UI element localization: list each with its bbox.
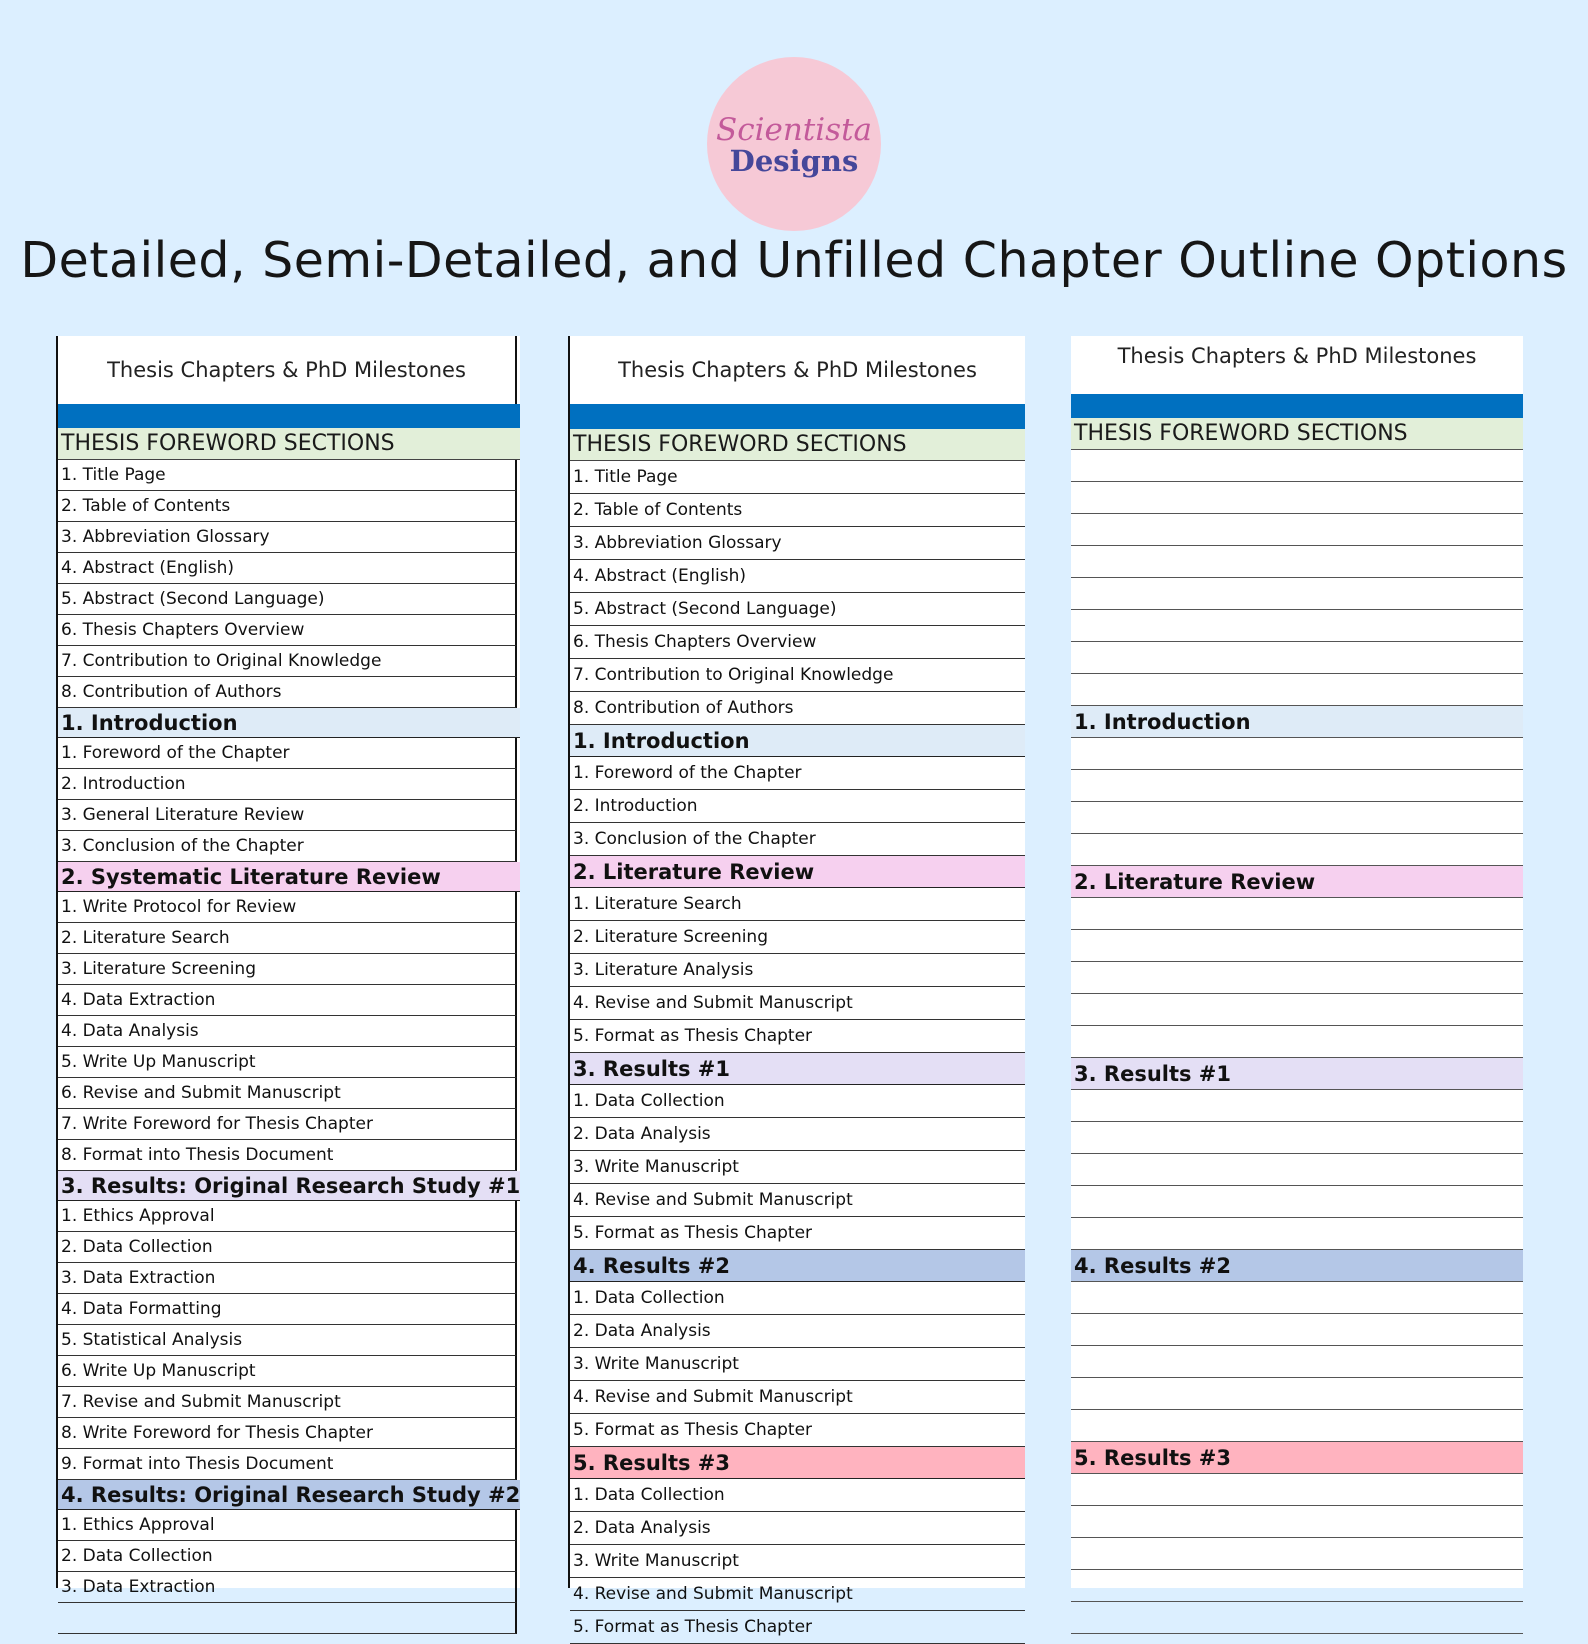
outline-row <box>1071 642 1523 674</box>
outline-row: 5. Statistical Analysis <box>58 1325 517 1356</box>
outline-row <box>1071 546 1523 578</box>
chapter-header-row: 4. Results: Original Research Study #2 <box>58 1480 520 1510</box>
outline-row <box>1071 1154 1523 1186</box>
outline-row <box>1071 994 1523 1026</box>
outline-row <box>1071 1026 1523 1058</box>
outline-row: 3. Data Extraction <box>58 1572 517 1603</box>
outline-row <box>1071 1570 1523 1602</box>
outline-row <box>1071 1410 1523 1442</box>
outline-row: 3. Conclusion of the Chapter <box>58 831 517 862</box>
outline-row: 8. Contribution of Authors <box>570 692 1025 725</box>
outline-row: 3. Write Manuscript <box>570 1348 1025 1381</box>
outline-row <box>1071 738 1523 770</box>
outline-row <box>1071 1378 1523 1410</box>
outline-row: 2. Data Collection <box>58 1541 517 1572</box>
outline-row: 5. Format as Thesis Chapter <box>570 1611 1025 1644</box>
outline-row <box>1071 1474 1523 1506</box>
outline-row: 8. Write Foreword for Thesis Chapter <box>58 1418 517 1449</box>
chapter-header-row: 4. Results #2 <box>1071 1250 1523 1282</box>
outline-row <box>1071 962 1523 994</box>
outline-row: 6. Thesis Chapters Overview <box>58 615 517 646</box>
outline-row: 4. Abstract (English) <box>58 553 517 584</box>
outline-row: 4. Revise and Submit Manuscript <box>570 1184 1025 1217</box>
chapter-header-row: 1. Introduction <box>570 725 1025 757</box>
outline-row: 5. Format as Thesis Chapter <box>570 1414 1025 1447</box>
outline-row: 2. Introduction <box>570 790 1025 823</box>
outline-row: 4. Data Extraction <box>58 985 517 1016</box>
outline-row <box>1071 1538 1523 1570</box>
outline-row: 5. Write Up Manuscript <box>58 1047 517 1078</box>
outline-row: 8. Contribution of Authors <box>58 677 517 708</box>
outline-row: 7. Write Foreword for Thesis Chapter <box>58 1109 517 1140</box>
blue-header-bar <box>1071 394 1523 418</box>
chapter-header-row: 2. Literature Review <box>1071 866 1523 898</box>
outline-row <box>1071 1346 1523 1378</box>
outline-row: 4. Revise and Submit Manuscript <box>570 987 1025 1020</box>
chapter-header-row: 1. Introduction <box>58 708 520 738</box>
chapter-header-row: 5. Results #3 <box>570 1447 1025 1479</box>
outline-row <box>1071 834 1523 866</box>
outline-row: 2. Literature Screening <box>570 921 1025 954</box>
outline-row: 2. Literature Search <box>58 923 517 954</box>
outline-row: 3. Write Manuscript <box>570 1151 1025 1184</box>
outline-row: 3. Literature Analysis <box>570 954 1025 987</box>
outline-row: 7. Contribution to Original Knowledge <box>58 646 517 677</box>
outline-row: 8. Format into Thesis Document <box>58 1140 517 1171</box>
chapter-header-row: 1. Introduction <box>1071 706 1523 738</box>
outline-row: 2. Table of Contents <box>570 494 1025 527</box>
outline-rows <box>570 429 1025 1644</box>
outline-row: 4. Data Analysis <box>58 1016 517 1047</box>
outline-row: 6. Write Up Manuscript <box>58 1356 517 1387</box>
detailed-outline-panel <box>56 336 521 1597</box>
section-header-row: THESIS FOREWORD SECTIONS <box>1071 418 1523 450</box>
semi-detailed-outline-panel <box>568 336 1025 1637</box>
outline-row: 7. Contribution to Original Knowledge <box>570 659 1025 692</box>
outline-row: 3. Abbreviation Glossary <box>570 527 1025 560</box>
outline-row <box>58 1603 517 1634</box>
outline-row <box>1071 450 1523 482</box>
outline-row: 3. Write Manuscript <box>570 1545 1025 1578</box>
page-headline: Detailed, Semi-Detailed, and Unfilled Chapter Outline Options <box>20 232 1568 289</box>
outline-row: 4. Revise and Submit Manuscript <box>570 1578 1025 1611</box>
outline-rows <box>1071 418 1523 1634</box>
panel-title: Thesis Chapters & PhD Milestones <box>1117 344 1477 368</box>
outline-row <box>1071 1122 1523 1154</box>
blue-header-bar <box>58 404 520 428</box>
panel-title: Thesis Chapters & PhD Milestones <box>618 358 977 382</box>
outline-row: 1. Title Page <box>570 461 1025 494</box>
blue-header-bar <box>570 404 1025 429</box>
outline-row <box>1071 674 1523 706</box>
logo-script-text: Scientista <box>715 111 873 148</box>
outline-row: 2. Data Collection <box>58 1232 517 1263</box>
outline-row: 4. Abstract (English) <box>570 560 1025 593</box>
outline-row: 1. Data Collection <box>570 1282 1025 1315</box>
logo-brand-text: Designs <box>729 143 859 178</box>
brand-logo <box>707 57 881 231</box>
chapter-header-row: 3. Results #1 <box>570 1053 1025 1085</box>
outline-row: 2. Data Analysis <box>570 1118 1025 1151</box>
outline-row <box>1071 1186 1523 1218</box>
outline-row <box>1071 1602 1523 1634</box>
outline-row: 2. Table of Contents <box>58 491 517 522</box>
outline-row <box>1071 802 1523 834</box>
outline-row <box>1071 578 1523 610</box>
outline-row: 9. Format into Thesis Document <box>58 1449 517 1480</box>
section-header-row: THESIS FOREWORD SECTIONS <box>570 429 1025 461</box>
outline-row <box>1071 514 1523 546</box>
outline-row: 5. Format as Thesis Chapter <box>570 1020 1025 1053</box>
outline-row: 7. Revise and Submit Manuscript <box>58 1387 517 1418</box>
outline-row: 4. Revise and Submit Manuscript <box>570 1381 1025 1414</box>
outline-row: 5. Format as Thesis Chapter <box>570 1217 1025 1250</box>
outline-row <box>1071 1506 1523 1538</box>
outline-row: 1. Data Collection <box>570 1085 1025 1118</box>
outline-row: 1. Foreword of the Chapter <box>570 757 1025 790</box>
section-header-row: THESIS FOREWORD SECTIONS <box>58 428 520 460</box>
outline-row: 5. Abstract (Second Language) <box>570 593 1025 626</box>
panel-title: Thesis Chapters & PhD Milestones <box>58 336 517 404</box>
chapter-header-row: 3. Results #1 <box>1071 1058 1523 1090</box>
outline-row: 3. Literature Screening <box>58 954 517 985</box>
outline-row <box>1071 1090 1523 1122</box>
outline-row: 6. Thesis Chapters Overview <box>570 626 1025 659</box>
outline-rows <box>58 428 520 1634</box>
outline-row: 1. Data Collection <box>570 1479 1025 1512</box>
chapter-header-row: 3. Results: Original Research Study #1 <box>58 1171 520 1201</box>
outline-row: 2. Introduction <box>58 769 517 800</box>
outline-row: 3. Abbreviation Glossary <box>58 522 517 553</box>
outline-row <box>1071 1218 1523 1250</box>
outline-row: 3. Conclusion of the Chapter <box>570 823 1025 856</box>
chapter-header-row: 2. Systematic Literature Review <box>58 862 520 892</box>
outline-row: 1. Foreword of the Chapter <box>58 738 517 769</box>
outline-row: 1. Literature Search <box>570 888 1025 921</box>
outline-row: 3. Data Extraction <box>58 1263 517 1294</box>
chapter-header-row: 2. Literature Review <box>570 856 1025 888</box>
outline-row: 1. Write Protocol for Review <box>58 892 517 923</box>
unfilled-outline-panel <box>1071 336 1523 1588</box>
outline-row: 1. Ethics Approval <box>58 1201 517 1232</box>
outline-row <box>1071 770 1523 802</box>
outline-row <box>1071 482 1523 514</box>
outline-row: 1. Ethics Approval <box>58 1510 517 1541</box>
chapter-header-row: 4. Results #2 <box>570 1250 1025 1282</box>
outline-row: 5. Abstract (Second Language) <box>58 584 517 615</box>
outline-row: 6. Revise and Submit Manuscript <box>58 1078 517 1109</box>
chapter-header-row: 5. Results #3 <box>1071 1442 1523 1474</box>
outline-row <box>1071 898 1523 930</box>
outline-row <box>1071 1282 1523 1314</box>
outline-row <box>1071 1314 1523 1346</box>
outline-row: 1. Title Page <box>58 460 517 491</box>
outline-row <box>1071 610 1523 642</box>
outline-row: 2. Data Analysis <box>570 1512 1025 1545</box>
outline-row: 4. Data Formatting <box>58 1294 517 1325</box>
outline-row: 3. General Literature Review <box>58 800 517 831</box>
outline-row <box>1071 930 1523 962</box>
outline-row: 2. Data Analysis <box>570 1315 1025 1348</box>
